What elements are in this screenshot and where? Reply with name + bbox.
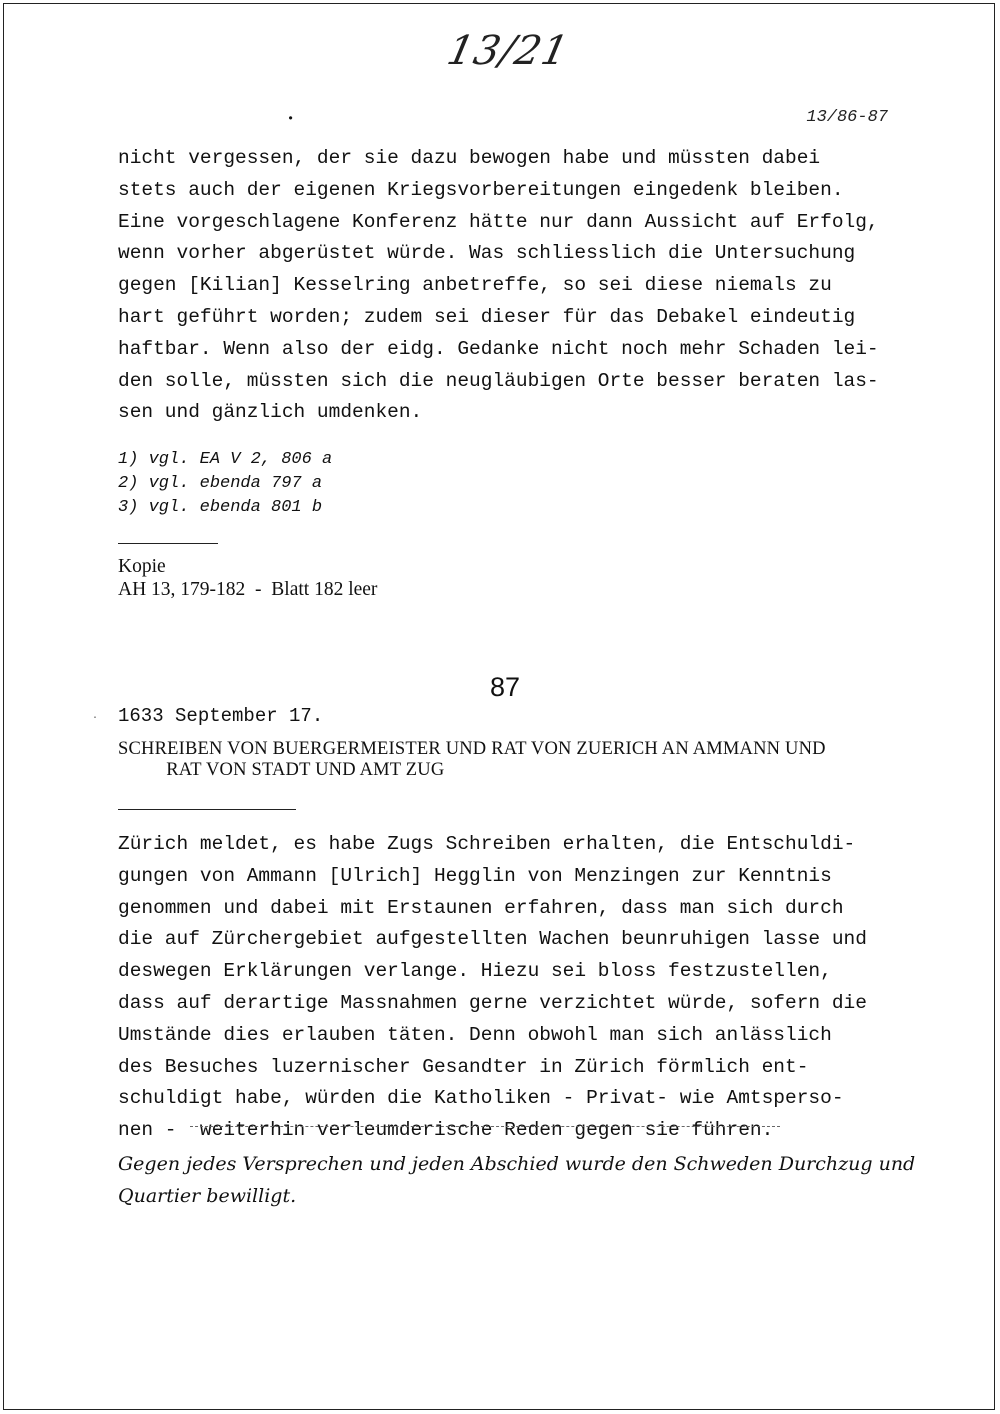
title-line: RAT VON STADT UND AMT ZUG [118,760,445,780]
text-line: nicht vergessen, der sie dazu bewogen habe und müssten dabei [118,147,821,169]
footnotes [118,448,332,520]
text-line: wenn vorher abgerüstet würde. Was schliesslich die Untersuchung [118,242,856,265]
text-line: Eine vorgeschlagene Konferenz hätte nur dann Aussicht auf Erfolg, [118,210,879,233]
text-line: dass auf derartige Massnahmen gerne verzichtet würde, sofern die [118,991,867,1014]
text-line: schuldigt habe, würden die Katholiken - Privat- wie Amtsperso- [118,1087,844,1110]
title-line: SCHREIBEN VON BUERGERMEISTER UND RAT VON ZUERICH AN AMMANN UND [118,739,826,759]
text-line: gungen von Ammann [Ulrich] Hegglin von Menzingen zur Kenntnis [118,864,832,887]
footnote-divider [118,543,218,544]
source-location: AH 13, 179-182 - Blatt 182 leer [118,579,378,600]
document-title [118,739,826,781]
text-line: hart geführt worden; zudem sei dieser für das Debakel eindeutig [118,305,856,328]
footnote: 3) vgl. ebenda 801 b [118,498,323,517]
script-line: Quartier bewilligt. [118,1185,297,1207]
text-line: Zürich meldet, es habe Zugs Schreiben erhalten, die Entschuldi- [118,833,856,855]
source-type: Kopie [118,556,166,577]
paragraph-continuation [118,143,918,429]
archive-number: 13/21 [443,28,574,74]
text-line: die auf Zürchergebiet aufgestellten Wachen beunruhigen lasse und [118,928,867,951]
paragraph-summary [118,829,918,1147]
text-line: nen - weiterhin verleumderische Reden gegen sie führen. [118,1119,774,1142]
document-number: 87 [490,672,521,702]
document-reference: 13/86-87 [806,108,888,127]
text-line: sen und gänzlich umdenken. [118,401,423,424]
speck-mark: · [92,713,99,724]
text-line: stets auch der eigenen Kriegsvorbereitungen eingedenk bleiben. [118,178,844,201]
text-line: gegen [Kilian] Kesselring anbetreffe, so sei diese niemals zu [118,274,832,297]
script-text-block [118,1148,918,1212]
script-line: Gegen jedes Versprechen und jeden Abschied wurde den Schweden Durchzug und [118,1153,916,1175]
text-line: genommen und dabei mit Erstaunen erfahren, dass man sich durch [118,896,844,919]
text-line: den solle, müssten sich die neugläubigen Orte besser beraten las- [118,369,879,392]
text-line: deswegen Erklärungen verlange. Hiezu sei bloss festzustellen, [118,960,832,983]
text-line: des Besuches luzernischer Gesandter in Zürich förmlich ent- [118,1055,809,1078]
overtype-marks [190,1126,780,1127]
footnote: 1) vgl. EA V 2, 806 a [118,450,333,469]
text-line: haftbar. Wenn also der eidg. Gedanke nicht noch mehr Schaden lei- [118,337,879,360]
source-block [118,555,377,601]
footnote: 2) vgl. ebenda 797 a [118,474,323,493]
title-divider [118,809,296,810]
document-date: 1633 September 17. [118,705,324,727]
text-line: Umstände dies erlauben täten. Denn obwohl man sich anlässlich [118,1023,832,1046]
speck-mark: • [287,112,295,126]
